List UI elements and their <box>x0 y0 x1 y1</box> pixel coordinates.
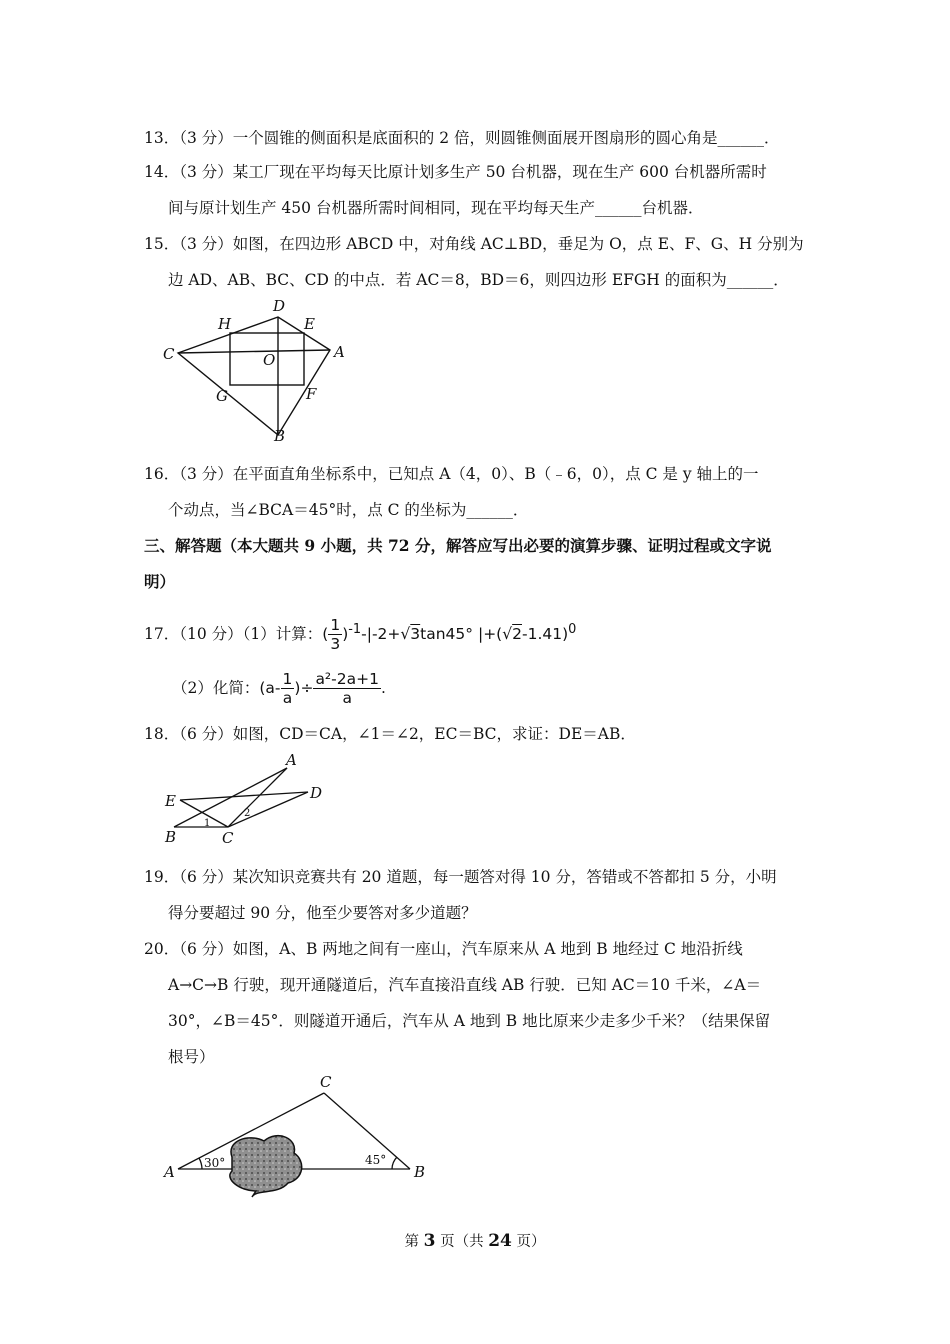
angle-arc-a <box>199 1158 202 1169</box>
label-B: B <box>165 828 177 846</box>
segment-ba <box>174 768 287 827</box>
label-D: D <box>273 297 286 315</box>
label-C: C <box>320 1073 332 1091</box>
question-13: 13．（3 分）一个圆锥的侧面积是底面积的 2 倍，则圆锥侧面展开图扇形的圆心角是______． <box>144 129 780 147</box>
label-B: B <box>274 427 286 445</box>
angle-b-label: 45° <box>365 1153 387 1167</box>
total-pages: 24 <box>488 1231 512 1251</box>
fraction-polynomial: $\frac{\text{a²-2a+1}}{a}$ <box>315 670 379 707</box>
label-E: E <box>304 315 315 333</box>
quad-abcd-outline <box>178 317 330 435</box>
question-16-line1: 16．（3 分）在平面直角坐标系中，已知点 A（4，0）、B（﹣6，0），点 C 是 y 轴上的一 <box>144 465 759 483</box>
current-page-number: 3 <box>423 1231 436 1251</box>
label-E: E <box>165 792 176 810</box>
question-19-line1: 19．（6 分）某次知识竞赛共有 20 道题，每一题答对得 10 分，答错或不答都扣 5 分，小明 <box>144 868 777 886</box>
question-17b-prefix: （2）化简： <box>172 679 260 697</box>
segment-cd <box>228 792 308 827</box>
question-20-line1: 20．（6 分）如图，A、B 两地之间有一座山，汽车原来从 A 地到 B 地经过 C 地沿折线 <box>144 940 743 958</box>
question-20-line2: A→C→B 行驶，现开通隧道后，汽车直接沿直线 AB 行驶．已知 AC＝10 千米，∠A＝ <box>168 976 762 994</box>
label-B: B <box>414 1163 426 1181</box>
angle-2: 2 <box>244 808 251 819</box>
question-17-expression: ( $\frac{1}{3}$ )$^{-1}$-|-2+√3tan45° $|+(√2-1.41)^0$ <box>322 616 577 654</box>
label-A: A <box>334 343 345 361</box>
question-15-line2: 边 AD、AB、BC、CD 的中点．若 AC＝8，BD＝6，则四边形 EFGH 的面积为______． <box>168 271 789 289</box>
question-15-line1: 15．（3 分）如图，在四边形 ABCD 中，对角线 AC⊥BD，垂足为 O，点 E、F、G、H 分别为 <box>144 235 804 253</box>
question-14-line2: 间与原计划生产 450 台机器所需时间相同，现在平均每天生产______台机器． <box>168 199 704 217</box>
label-G: G <box>216 387 228 405</box>
section-3-heading-line2: 明） <box>144 572 176 591</box>
label-C: C <box>163 345 175 363</box>
segment-ca <box>228 768 287 827</box>
fraction-one-third: $\frac{1}{3}$ <box>330 616 341 654</box>
question-19-line2: 得分要超过 90 分，他至少要答对多少道题？ <box>168 904 477 922</box>
diagonal-ac <box>178 350 330 353</box>
label-A: A <box>164 1163 175 1181</box>
figure-triangles-q18 <box>160 750 340 850</box>
label-D: D <box>310 784 323 802</box>
label-C: C <box>222 829 234 847</box>
fraction-1-over-a: $\frac{1}{a}$ <box>282 670 293 707</box>
question-17b-expression: (a- $\frac{1}{a}$ )÷ $\frac{\text{a²-2a+1}}{a}$ . <box>259 670 386 707</box>
question-20-line3: 30°，∠B＝45°．则隧道开通后，汽车从 A 地到 B 地比原来少走多少千米？（结果保留 <box>168 1012 771 1030</box>
label-A: A <box>286 751 297 769</box>
label-O: O <box>263 351 276 369</box>
question-17-part1 <box>144 612 576 653</box>
label-F: F <box>306 385 317 403</box>
angle-arc-b <box>392 1157 397 1169</box>
segment-ed <box>180 792 308 800</box>
figure-mountain-tunnel <box>160 1075 440 1215</box>
section-3-heading-line1: 三、解答题（本大题共 9 小题，共 72 分，解答应写出必要的演算步骤、证明过程或文字说 <box>144 536 772 555</box>
figure-quadrilateral-abcd <box>150 295 360 445</box>
angle-a-label: 30° <box>204 1156 226 1170</box>
question-17-part2 <box>172 668 386 708</box>
question-16-line2: 个动点，当∠BCA＝45°时，点 C 的坐标为______． <box>168 501 529 519</box>
question-18: 18．（6 分）如图，CD＝CA，∠1＝∠2，EC＝BC，求证：DE＝AB． <box>144 725 636 743</box>
angle-1: 1 <box>204 818 211 829</box>
mountain <box>230 1136 302 1197</box>
page-footer: 第 3 页（共 24 页） <box>404 1231 546 1251</box>
question-14-line1: 14．（3 分）某工厂现在平均每天比原计划多生产 50 台机器，现在生产 600 台机器所需时 <box>144 163 767 181</box>
question-20-line4: 根号） <box>168 1048 215 1066</box>
question-17-prefix: 17．（10 分）（1）计算： <box>144 625 323 644</box>
label-H: H <box>218 315 232 333</box>
